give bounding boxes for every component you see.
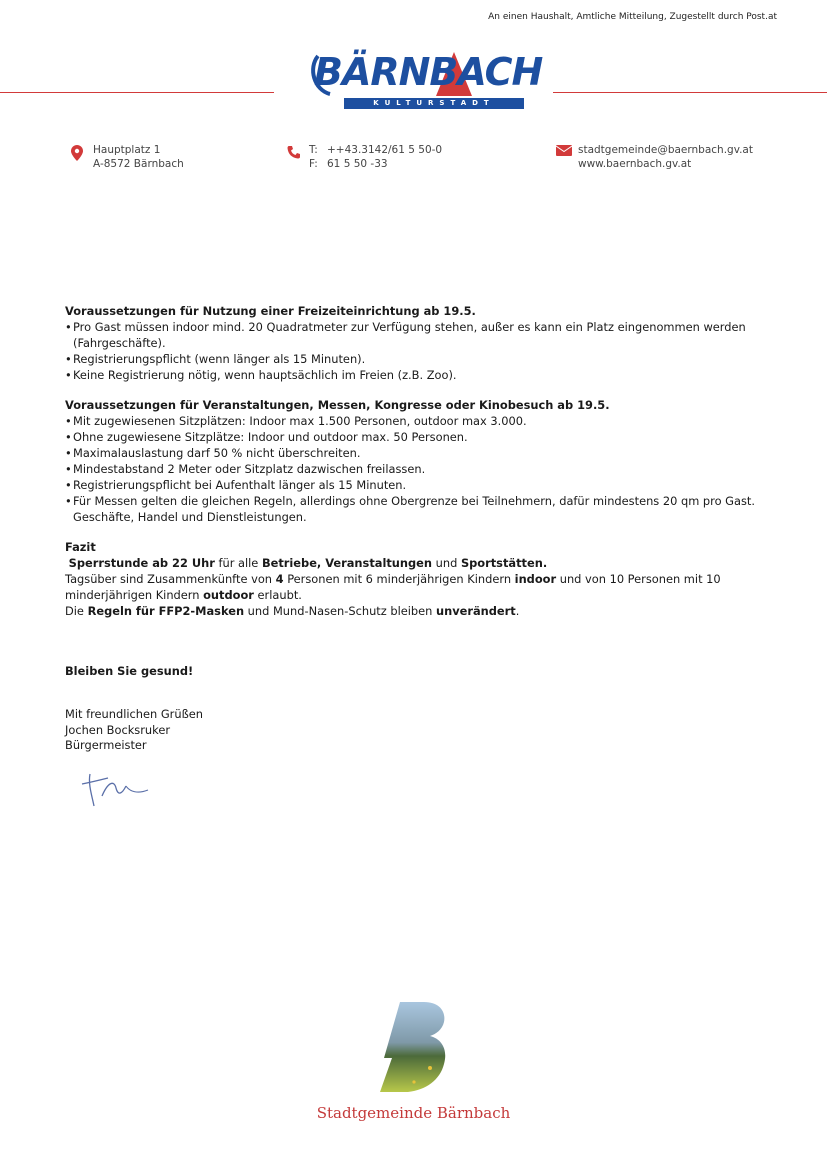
email-address[interactable]: stadtgemeinde@baernbach.gv.at	[578, 144, 753, 156]
closing-greeting: Mit freundlichen Grüßen	[65, 707, 203, 721]
fazit-mask-rules: Regeln für FFP2-Masken	[87, 604, 245, 618]
letter-body	[65, 303, 785, 679]
mayor-name: Jochen Bocksruker	[65, 722, 171, 737]
fazit-businesses: Betriebe, Veranstaltungen	[261, 556, 433, 570]
fazit-outdoor: outdoor	[203, 588, 254, 602]
closing-wish-text: Bleiben Sie gesund!	[65, 664, 194, 678]
fazit-heading: Fazit	[65, 540, 96, 554]
fazit-sports: Sportstätten.	[460, 556, 548, 570]
list-item: • Mit zugewiesenen Sitzplätzen: Indoor max 1.500 Personen, outdoor max 3.000.	[65, 413, 785, 429]
fazit-text: für alle	[214, 556, 262, 570]
fax-row	[309, 157, 442, 171]
location-pin-icon	[71, 145, 83, 165]
b-letter-icon	[374, 998, 454, 1098]
fax-label: F:	[309, 158, 318, 170]
fazit-text: und	[432, 556, 461, 570]
website-url[interactable]: www.baernbach.gv.at	[578, 158, 692, 170]
phone-icon	[287, 145, 301, 163]
list-item: • Pro Gast müssen indoor mind. 20 Quadratmeter zur Verfügung stehen, außer es kann ein Platz eingenommen werden (Fahrgeschäfte).	[65, 319, 785, 351]
signature-block	[65, 707, 203, 754]
fazit-text: .	[515, 604, 520, 618]
list-item: • Keine Registrierung nötig, wenn hauptsächlich im Freien (z.B. Zoo).	[65, 367, 785, 383]
fazit-text: und von 10 Personen mit 10 minderjährigen Kindern	[65, 572, 721, 602]
address-block	[93, 143, 184, 171]
list-item: • Für Messen gelten die gleichen Regeln, allerdings ohne Obergrenze bei Teilnehmern, dafür mindestens 20 qm pro Gast. Geschäfte, Handel und Dienstleistungen.	[65, 493, 785, 525]
email-block	[578, 143, 753, 171]
list-item: • Registrierungspflicht bei Aufenthalt länger als 15 Minuten.	[65, 477, 785, 493]
fazit-masks	[65, 603, 785, 619]
list-item: • Ohne zugewiesene Sitzplätze: Indoor und outdoor max. 50 Personen.	[65, 429, 785, 445]
section-leisure-list	[65, 319, 785, 383]
section-fazit	[65, 539, 785, 619]
fazit-curfew	[65, 555, 785, 571]
logo-tagline: KULTURSTADT	[344, 98, 524, 109]
handwritten-signature	[68, 762, 158, 812]
fazit-text: erlaubt.	[253, 588, 302, 602]
logo-wordmark: BÄRNBACH	[314, 50, 543, 94]
section-events-heading: Voraussetzungen für Veranstaltungen, Messen, Kongresse oder Kinobesuch ab 19.5.	[65, 398, 610, 412]
fazit-text: und Mund-Nasen-Schutz bleiben	[244, 604, 436, 618]
telephone-row	[309, 143, 442, 157]
fazit-text: Die	[65, 604, 88, 618]
b-emblem-logo	[374, 998, 454, 1098]
mayor-role: Bürgermeister	[65, 738, 147, 752]
section-events-list	[65, 413, 785, 525]
section-leisure	[65, 303, 785, 383]
list-item: • Maximalauslastung darf 50 % nicht überschreiten.	[65, 445, 785, 461]
list-item: • Registrierungspflicht (wenn länger als 15 Minuten).	[65, 351, 785, 367]
phone-block	[309, 143, 442, 171]
address-line-2: A-8572 Bärnbach	[93, 158, 184, 170]
fazit-curfew-time: Sperrstunde ab 22 Uhr	[68, 556, 215, 570]
header-rule-left	[0, 92, 274, 93]
address-line-1: Hauptplatz 1	[93, 144, 161, 156]
fax-value: 61 5 50 -33	[327, 158, 388, 170]
tel-label: T:	[309, 144, 318, 156]
fazit-text: Personen mit 6 minderjährigen Kindern	[283, 572, 515, 586]
email-icon	[556, 145, 572, 160]
header-rule-right	[553, 92, 827, 93]
section-leisure-heading: Voraussetzungen für Nutzung einer Freizeiteinrichtung ab 19.5.	[65, 304, 476, 318]
baernbach-logo	[304, 48, 543, 114]
fazit-number: 4	[275, 572, 284, 586]
postal-note: An einen Haushalt, Amtliche Mitteilung, Zugestellt durch Post.at	[488, 12, 777, 22]
section-events	[65, 397, 785, 525]
closing-wish	[65, 663, 785, 679]
footer-municipality: Stadtgemeinde Bärnbach	[316, 1104, 511, 1122]
fazit-unchanged: unverändert	[436, 604, 516, 618]
list-item: • Mindestabstand 2 Meter oder Sitzplatz dazwischen freilassen.	[65, 461, 785, 477]
fazit-gatherings	[65, 571, 785, 603]
fazit-indoor: indoor	[514, 572, 557, 586]
fazit-text: Tagsüber sind Zusammenkünfte von	[65, 572, 276, 586]
tel-value: ++43.3142/61 5 50-0	[327, 144, 443, 156]
